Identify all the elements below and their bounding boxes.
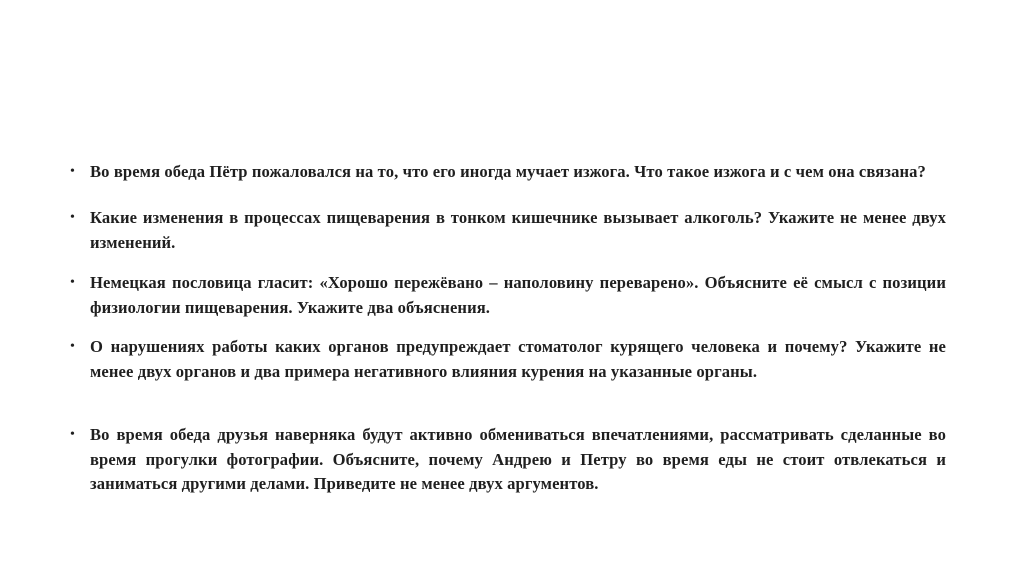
bullet-icon: • [70,210,75,225]
question-text: Во время обеда Пётр пожаловался на то, что его иногда мучает изжога. Что такое изжога и с чем она связана? [90,162,926,181]
bullet-icon: • [70,427,75,442]
list-item [70,160,954,185]
question-text: О нарушениях работы каких органов предупреждает стоматолог курящего человека и почему? Укажите не менее двух органов и два примера негативного влияния курения на указанные органы. [90,337,946,381]
bullet-icon: • [70,275,75,290]
question-text: Во время обеда друзья наверняка будут активно обмениваться впечатлениями, рассматривать сделанные во время прогулки фотографии. Объясните, почему Андрею и Петру во время еды не стоит отвлекаться и заниматься другими делами. Приведите не менее двух аргументов. [90,425,946,493]
list-item [70,206,954,255]
bullet-icon: • [70,164,75,179]
bullet-icon: • [70,339,75,354]
question-text: Какие изменения в процессах пищеварения в тонком кишечнике вызывает алкоголь? Укажите не менее двух изменений. [90,208,946,252]
list-item [70,271,954,320]
question-text: Немецкая пословица гласит: «Хорошо пережёвано – наполовину переварено». Объясните её смысл с позиции физиологии пищеварения. Укажите два объяснения. [90,273,946,317]
list-item [70,335,954,384]
list-item [70,423,954,497]
